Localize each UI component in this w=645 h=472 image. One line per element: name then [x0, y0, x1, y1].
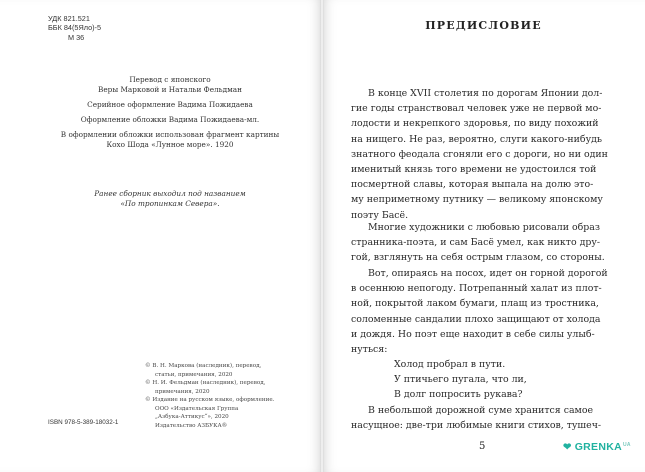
udk-bbk-block: [48, 14, 101, 42]
text-line: В конце XVII столетия по дорогам Японии дол-: [368, 88, 603, 99]
previous-title-note: [20, 189, 320, 209]
watermark-text: GRENKA: [574, 441, 622, 453]
translation-credit-label: Перевод с японского: [129, 75, 211, 84]
text-line: гие годы странствовал человек уже не первой мо-: [351, 103, 602, 115]
grenka-watermark: [563, 441, 631, 453]
book-fold: [320, 0, 324, 472]
text-line: знатного феодала сгоняли его с дороги, но ни один: [351, 148, 608, 160]
text-line: странника-поэта, и сам Басё умел, как никто дру-: [351, 237, 601, 249]
page-number: 5: [479, 441, 486, 452]
author-mark-line: М 36: [68, 32, 85, 42]
copyright-block: [145, 362, 274, 430]
copyright-line: „Азбука-Аттикус“», 2020: [155, 414, 229, 420]
text-line: в осеннюю непогоду. Потрепанный халат из плот-: [351, 283, 602, 295]
haiku-line: У птичьего пугала, что ли,: [394, 374, 527, 386]
haiku-line: В долг попросить рукава?: [394, 389, 523, 401]
series-design-credit: Серийное оформление Вадима Пожидаева: [87, 100, 253, 109]
preface-paragraph-3: [351, 266, 609, 357]
haiku: [394, 357, 527, 403]
text-line: му неприметному путнику — великому японскому: [351, 194, 603, 206]
credits-block: [20, 75, 320, 150]
text-line: соломенные сандалии плохо защищают от холода: [351, 313, 601, 325]
text-line: и дождя. Но поэт еще находит в себе силы улыб-: [351, 328, 595, 340]
preface-paragraph-2: [351, 220, 609, 266]
copyright-line: Издательство АЗБУКА®: [155, 422, 228, 429]
copyright-line: © Издание на русском языке, оформление.: [145, 397, 275, 403]
text-line: на нищего. Не раз, вероятно, слуги какого-нибудь: [351, 133, 602, 145]
copyright-line: ООО «Издательская Группа: [155, 405, 239, 412]
previous-title-note-line-2: «По тропинкам Севера».: [120, 199, 220, 208]
isbn: ISBN 978-5-389-18032-1: [48, 419, 119, 426]
preface-paragraph-1: [351, 86, 609, 223]
cover-art-note-line-1: В оформлении обложки использован фрагмент картины: [60, 130, 280, 139]
udk-line: УДК 821.521: [48, 14, 90, 23]
copyright-line: примечания, 2020: [155, 388, 210, 395]
text-line: насущное: две-три любимые книги стихов, тушеч-: [351, 420, 602, 432]
text-line: Вот, опираясь на посох, идет он горной дорогой: [368, 268, 608, 279]
text-line: посмертной славы, которая выпала на долю это-: [351, 179, 594, 191]
copyright-line: © Н. И. Фельдман (наследник), перевод,: [145, 380, 266, 386]
haiku-line: Холод пробрал в пути.: [394, 359, 506, 370]
watermark-suffix: UA: [623, 441, 631, 448]
chapter-heading: ПРЕДИСЛОВИЕ: [425, 19, 542, 32]
copyright-line: статьи, примечания, 2020: [155, 371, 233, 378]
copyright-line: © В. Н. Маркова (наследник), перевод,: [145, 363, 262, 369]
text-line: нуться:: [351, 344, 388, 356]
text-line: лодости и некрепкого здоровья, по виду похожий: [351, 118, 599, 130]
text-line: В небольшой дорожной суме хранится самое: [368, 405, 594, 416]
text-line: именитый князь того времени не удостоился той: [351, 164, 597, 176]
cover-design-credit: Оформление обложки Вадима Пожидаева-мл.: [80, 115, 260, 124]
text-line: Многие художники с любовью рисовали образ: [368, 222, 600, 233]
cover-art-note-line-2: Кохо Шода «Лунное море». 1920: [106, 140, 234, 149]
preface-paragraph-4: [351, 403, 609, 433]
text-line: поэту Басё.: [351, 209, 409, 221]
text-line: гой, взглянуть на себя острым глазом, со стороны.: [351, 252, 605, 264]
bbk-line: ББК 84(5Яло)-5: [48, 23, 102, 33]
previous-title-note-line-1: Ранее сборник выходил под названием: [94, 189, 246, 198]
text-line: ной, покрытой лаком бумаги, плащ из тростника,: [351, 298, 599, 310]
translators-names: Веры Марковой и Натальи Фельдман: [97, 85, 243, 94]
heart-logo-icon: ❤: [563, 442, 572, 453]
